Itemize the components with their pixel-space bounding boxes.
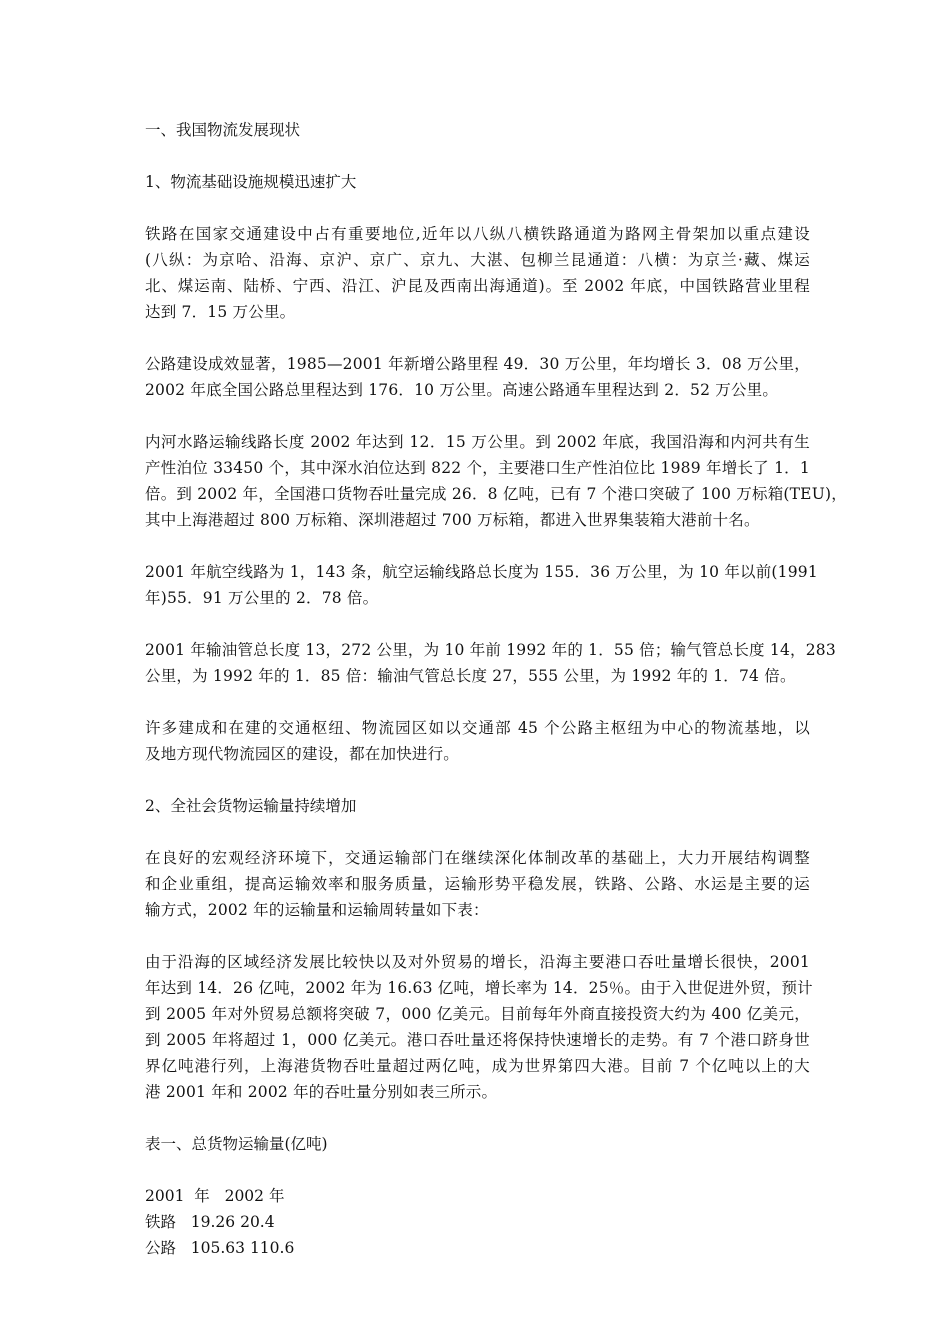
- paragraph-line: 公路建设成效显著，1985—2001 年新增公路里程 49．30 万公里，年均增长 3．08 万公里，: [145, 355, 810, 373]
- paragraph-line: 2001 年输油管总长度 13，272 公里，为 10 年前 1992 年的 1．55 倍；输气管总长度 14，283: [145, 641, 836, 659]
- section-heading-1: 一、我国物流发展现状: [145, 121, 301, 139]
- paragraph-line: 年)55．91 万公里的 2．78 倍。: [145, 589, 379, 607]
- paragraph-line: 达到 7．15 万公里。: [145, 303, 296, 321]
- paragraph-highway: [145, 351, 810, 403]
- document-page: [145, 117, 847, 1261]
- paragraph-line: 及地方现代物流园区的建设，都在加快进行。: [145, 745, 460, 763]
- table-row: 公路 105.63 110.6: [145, 1239, 295, 1257]
- paragraph-line: 倍。到 2002 年，全国港口货物吞吐量完成 26．8 亿吨，已有 7 个港口突破了 100 万标箱(TEU)，: [145, 485, 847, 503]
- paragraph-line: 界亿吨港行列，上海港货物吞吐量超过两亿吨，成为世界第四大港。目前 7 个亿吨以上的大: [145, 1057, 810, 1075]
- paragraph-logistics-hubs: [145, 715, 810, 767]
- freight-volume-table: [145, 1183, 810, 1261]
- paragraph-line: 输方式，2002 年的运输量和运输周转量如下表：: [145, 901, 489, 919]
- paragraph-line: 内河水路运输线路长度 2002 年达到 12．15 万公里。到 2002 年底，我国沿海和内河共有生: [145, 433, 810, 451]
- subsection-heading-freight: 2、全社会货物运输量持续增加: [145, 797, 357, 815]
- paragraph-line: 产性泊位 33450 个，其中深水泊位达到 822 个，主要港口生产性泊位比 1989 年增长了 1．1: [145, 459, 810, 477]
- table-title: 表一、总货物运输量(亿吨): [145, 1135, 328, 1153]
- paragraph-line: 北、煤运南、陆桥、宁西、沿江、沪昆及西南出海通道)。至 2002 年底，中国铁路营业里程: [145, 277, 810, 295]
- paragraph-line: 由于沿海的区域经济发展比较快以及对外贸易的增长，沿海主要港口吞吐量增长很快，2001: [145, 953, 810, 971]
- table-header-row: 2001 年 2002 年: [145, 1187, 285, 1205]
- paragraph-pipeline: [145, 637, 836, 689]
- paragraph-line: 年达到 14．26 亿吨，2002 年为 16.63 亿吨，增长率为 14．25％。由于入世促进外贸，预计: [145, 979, 813, 997]
- paragraph-line: 和企业重组，提高运输效率和服务质量，运输形势平稳发展，铁路、公路、水运是主要的运: [145, 875, 810, 893]
- paragraph-line: (八纵：为京哈、沿海、京沪、京广、京九、大湛、包柳兰昆通道：八横：为京兰·藏、煤运: [145, 251, 810, 269]
- paragraph-line: 其中上海港超过 800 万标箱、深圳港超过 700 万标箱，都进入世界集装箱大港前十名。: [145, 511, 760, 529]
- paragraph-line: 铁路在国家交通建设中占有重要地位,近年以八纵八横铁路通道为路网主骨架加以重点建设: [145, 225, 810, 243]
- paragraph-line: 2002 年底全国公路总里程达到 176．10 万公里。高速公路通车里程达到 2．52 万公里。: [145, 381, 779, 399]
- paragraph-railway: [145, 221, 810, 325]
- table-row: 铁路 19.26 20.4: [145, 1213, 275, 1231]
- paragraph-line: 到 2005 年对外贸易总额将突破 7，000 亿美元。目前每年外商直接投资大约为 400 亿美元，: [145, 1005, 810, 1023]
- paragraph-transport-volume: [145, 845, 810, 923]
- paragraph-coastal-ports: [145, 949, 813, 1105]
- paragraph-line: 在良好的宏观经济环境下，交通运输部门在继续深化体制改革的基础上，大力开展结构调整: [145, 849, 810, 867]
- subsection-heading-infrastructure: 1、物流基础设施规模迅速扩大: [145, 173, 357, 191]
- paragraph-line: 2001 年航空线路为 1，143 条，航空运输线路总长度为 155．36 万公里，为 10 年以前(1991: [145, 563, 818, 581]
- paragraph-line: 到 2005 年将超过 1，000 亿美元。港口吞吐量还将保持快速增长的走势。有 7 个港口跻身世: [145, 1031, 810, 1049]
- paragraph-aviation: [145, 559, 818, 611]
- paragraph-waterway: [145, 429, 847, 533]
- paragraph-line: 许多建成和在建的交通枢纽、物流园区如以交通部 45 个公路主枢纽为中心的物流基地，以: [145, 719, 810, 737]
- paragraph-line: 港 2001 年和 2002 年的吞吐量分别如表三所示。: [145, 1083, 498, 1101]
- paragraph-line: 公里，为 1992 年的 1．85 倍：输油气管总长度 27，555 公里，为 1992 年的 1．74 倍。: [145, 667, 796, 685]
